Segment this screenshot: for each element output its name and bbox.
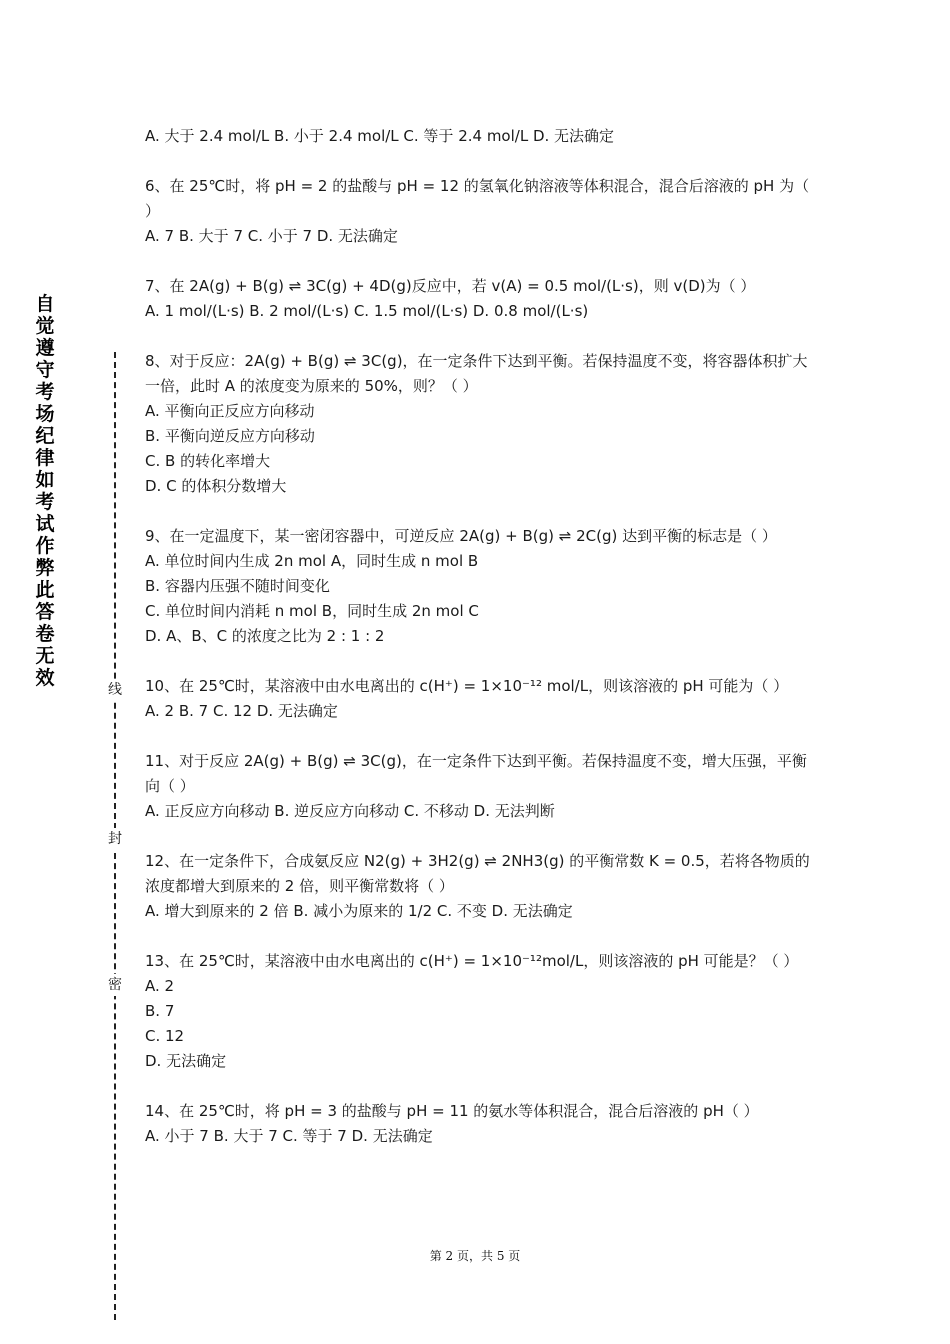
question-option: A. 2 bbox=[145, 977, 175, 995]
question-option: A. 7 B. 大于 7 C. 小于 7 D. 无法确定 bbox=[145, 227, 398, 245]
question-option: A. 增大到原来的 2 倍 B. 减小为原来的 1/2 C. 不变 D. 无法确定 bbox=[145, 902, 573, 920]
question-stem: 14、在 25℃时，将 pH = 3 的盐酸与 pH = 11 的氨水等体积混合，混合后溶液的 pH（ ） bbox=[145, 1102, 759, 1120]
question-item bbox=[145, 1099, 817, 1149]
question-item bbox=[145, 849, 817, 924]
question-item bbox=[145, 174, 817, 249]
question-option: A. 小于 7 B. 大于 7 C. 等于 7 D. 无法确定 bbox=[145, 1127, 433, 1145]
question-item bbox=[145, 349, 817, 499]
question-stem: 7、在 2A(g) + B(g) ⇌ 3C(g) + 4D(g)反应中，若 v(A) = 0.5 mol/(L·s)，则 v(D)为（ ） bbox=[145, 277, 756, 295]
question-option: D. C 的体积分数增大 bbox=[145, 477, 287, 495]
question-option: C. B 的转化率增大 bbox=[145, 452, 271, 470]
question-stem: 12、在一定条件下，合成氨反应 N2(g) + 3H2(g) ⇌ 2NH3(g) 的平衡常数 K = 0.5，若将各物质的浓度都增大到原来的 2 倍，则平衡常数将（ ） bbox=[145, 852, 810, 895]
page-number: 第 2 页，共 5 页 bbox=[429, 1249, 521, 1263]
previous-question-options: A. 大于 2.4 mol/L B. 小于 2.4 mol/L C. 等于 2.4 mol/L D. 无法确定 bbox=[145, 127, 615, 145]
question-option: B. 7 bbox=[145, 1002, 175, 1020]
seal-label-seal: 封 bbox=[106, 828, 124, 850]
question-stem: 11、对于反应 2A(g) + B(g) ⇌ 3C(g)，在一定条件下达到平衡。若保持温度不变，增大压强，平衡向（ ） bbox=[145, 752, 807, 795]
question-option: B. 容器内压强不随时间变化 bbox=[145, 577, 330, 595]
question-stem: 13、在 25℃时，某溶液中由水电离出的 c(H⁺) = 1×10⁻¹²mol/L，则该溶液的 pH 可能是？（ ） bbox=[145, 952, 799, 970]
question-item bbox=[145, 749, 817, 824]
question-option: C. 12 bbox=[145, 1027, 185, 1045]
question-item bbox=[145, 949, 817, 1074]
question-option: A. 正反应方向移动 B. 逆反应方向移动 C. 不移动 D. 无法判断 bbox=[145, 802, 555, 820]
question-list bbox=[145, 174, 817, 1149]
question-option: C. 单位时间内消耗 n mol B，同时生成 2n mol C bbox=[145, 602, 479, 620]
seal-label-secret: 密 bbox=[106, 974, 124, 996]
question-item bbox=[145, 674, 817, 724]
question-stem: 10、在 25℃时，某溶液中由水电离出的 c(H⁺) = 1×10⁻¹² mol/L，则该溶液的 pH 可能为（ ） bbox=[145, 677, 789, 695]
question-option: A. 1 mol/(L·s) B. 2 mol/(L·s) C. 1.5 mol/(L·s) D. 0.8 mol/(L·s) bbox=[145, 302, 589, 320]
question-option: B. 平衡向逆反应方向移动 bbox=[145, 427, 315, 445]
seal-label-line: 线 bbox=[106, 679, 124, 701]
question-option: D. 无法确定 bbox=[145, 1052, 227, 1070]
question-option: A. 2 B. 7 C. 12 D. 无法确定 bbox=[145, 702, 338, 720]
question-option: D. A、B、C 的浓度之比为 2 : 1 : 2 bbox=[145, 627, 385, 645]
question-stem: 8、对于反应：2A(g) + B(g) ⇌ 3C(g)，在一定条件下达到平衡。若保持温度不变，将容器体积扩大一倍，此时 A 的浓度变为原来的 50%，则？（ ） bbox=[145, 352, 808, 395]
question-stem: 9、在一定温度下，某一密闭容器中，可逆反应 2A(g) + B(g) ⇌ 2C(g) 达到平衡的标志是（ ） bbox=[145, 527, 777, 545]
question-item bbox=[145, 524, 817, 649]
question-content bbox=[145, 124, 817, 1174]
question-item bbox=[145, 274, 817, 324]
exam-discipline-notice: 自觉遵守考场纪律如考试作弊此答卷无效 bbox=[35, 293, 55, 689]
question-option: A. 平衡向正反应方向移动 bbox=[145, 402, 315, 420]
question-option: A. 单位时间内生成 2n mol A，同时生成 n mol B bbox=[145, 552, 479, 570]
question-stem: 6、在 25℃时，将 pH = 2 的盐酸与 pH = 12 的氢氧化钠溶液等体积混合，混合后溶液的 pH 为（ ） bbox=[145, 177, 810, 220]
